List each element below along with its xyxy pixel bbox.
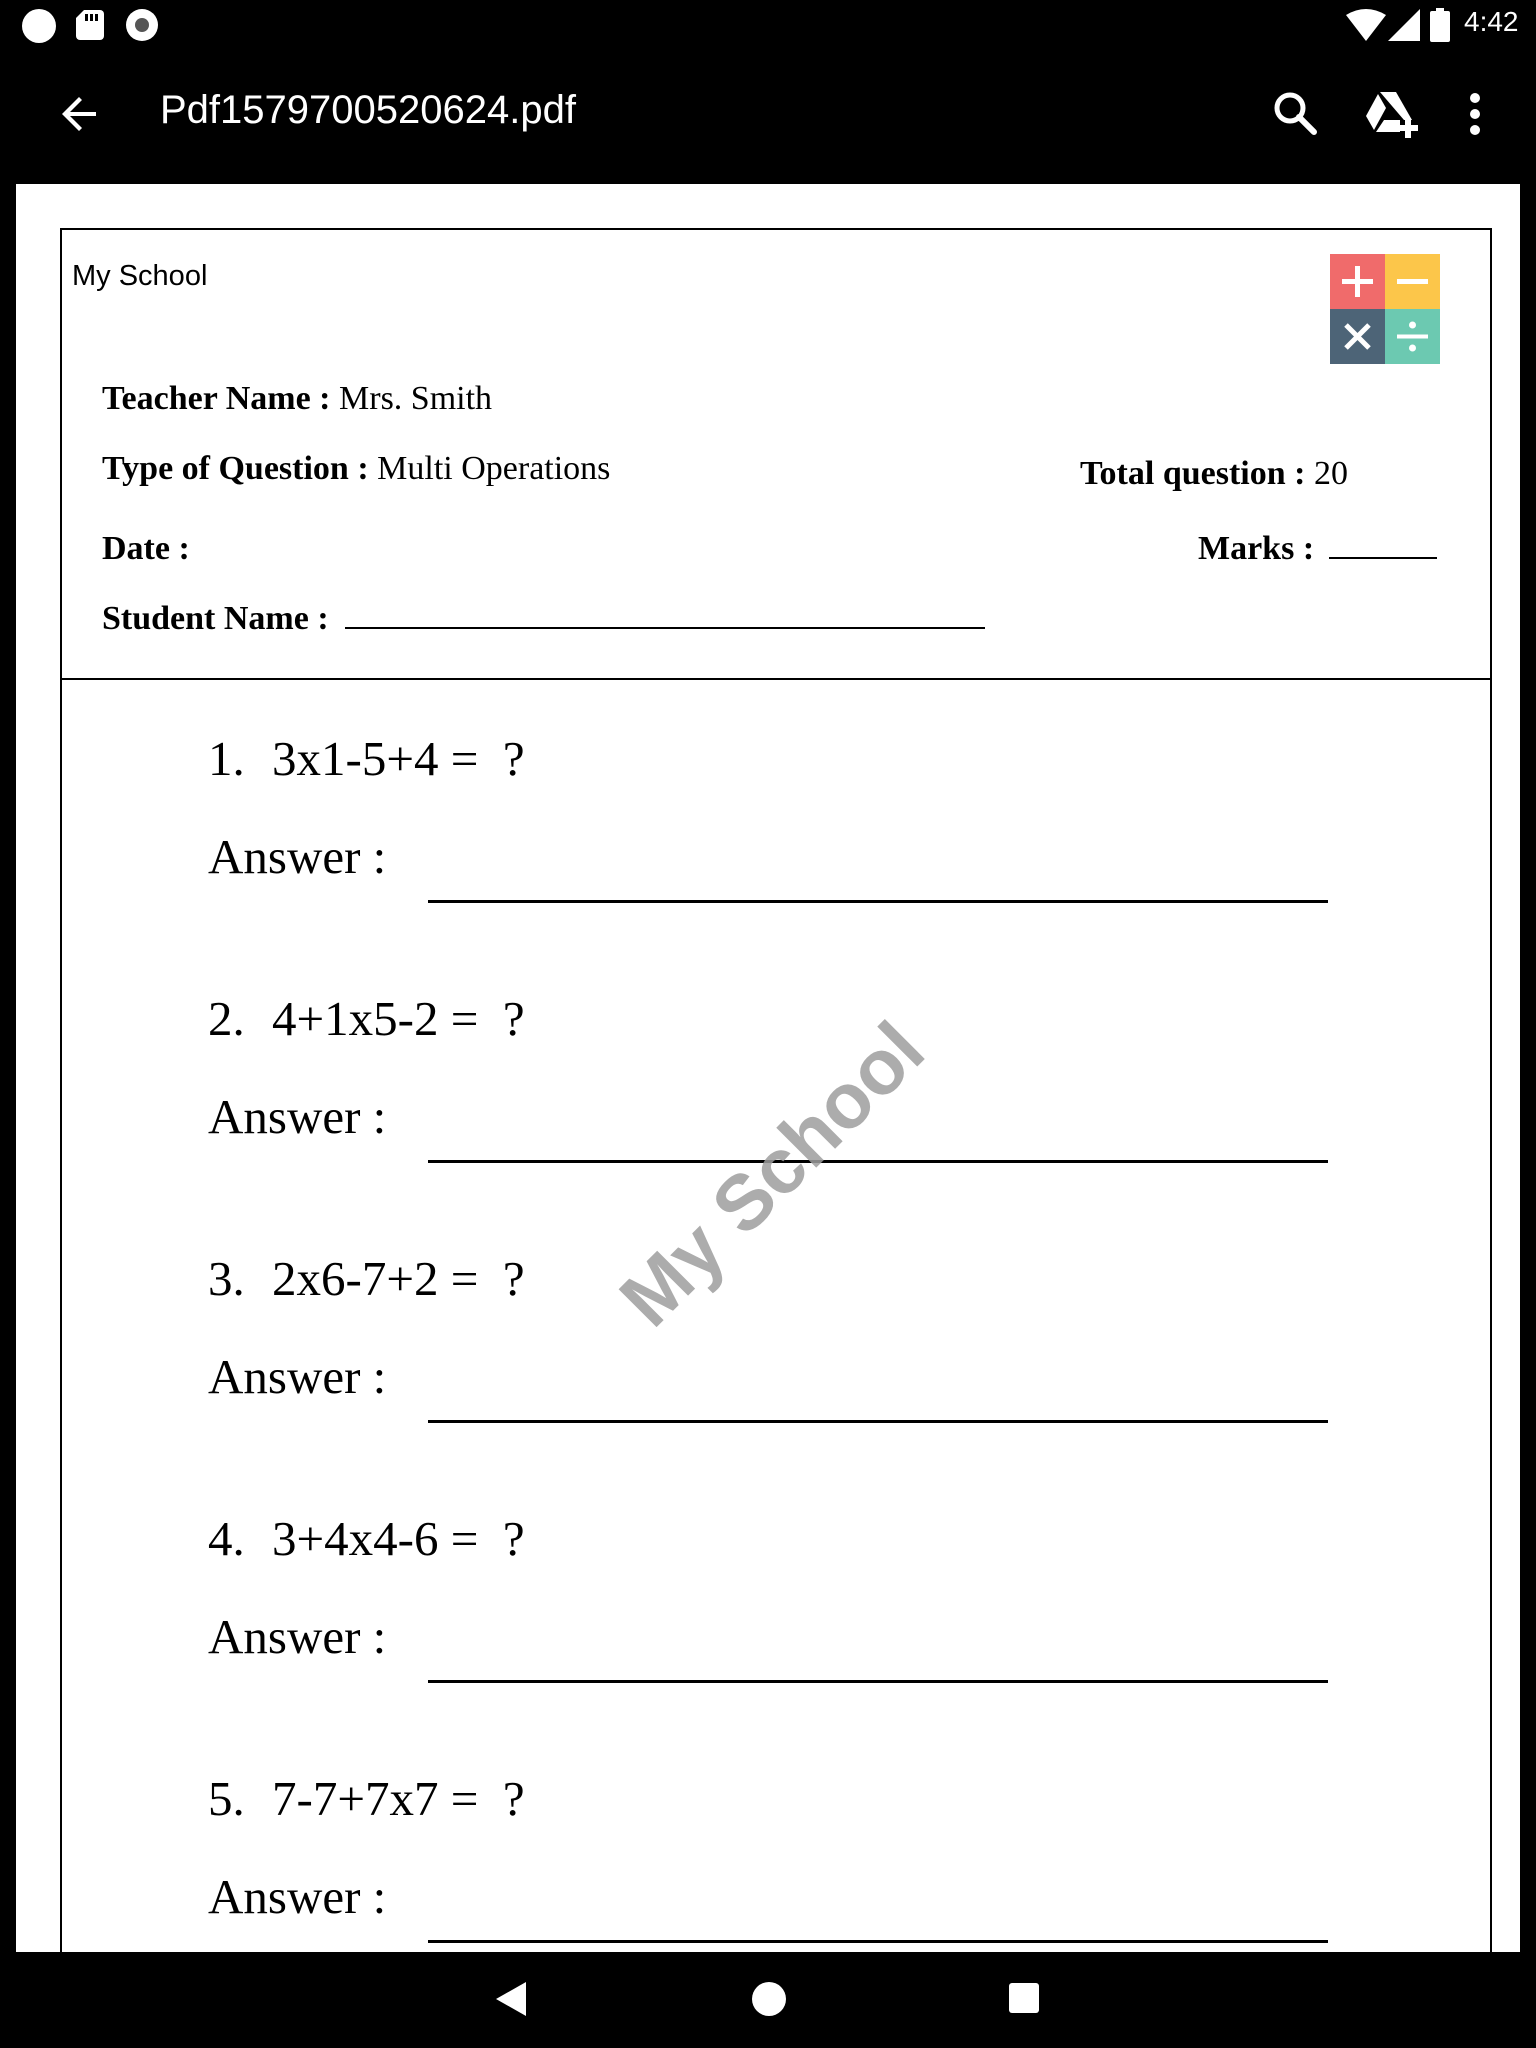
drive-add-icon[interactable]: [1364, 88, 1420, 140]
question-expression: 3x1-5+4 = ?: [272, 731, 525, 786]
signal-icon: [1388, 9, 1420, 41]
app-toolbar: [0, 50, 1536, 184]
wifi-icon: [1346, 9, 1386, 41]
question-expression: 2x6-7+2 = ?: [272, 1251, 525, 1306]
status-bar: [0, 0, 1536, 50]
sd-card-icon: [76, 10, 104, 40]
question-number: 3.: [208, 1251, 245, 1306]
pdf-viewer[interactable]: [0, 184, 1536, 1952]
question-item: [208, 1250, 525, 1307]
nav-back-icon[interactable]: [494, 1980, 528, 2018]
question-item: [208, 1770, 525, 1827]
notification-dot-icon: [22, 9, 56, 43]
answer-blank-line: [428, 1680, 1328, 1683]
answer-blank-line: [428, 900, 1328, 903]
marks-blank-line: [1329, 533, 1437, 559]
battery-icon: [1430, 8, 1450, 42]
clock: 4:42: [1464, 6, 1519, 37]
question-expression: 7-7+7x7 = ?: [272, 1771, 525, 1826]
record-icon: [126, 9, 158, 41]
question-number: 1.: [208, 731, 245, 786]
back-arrow-icon[interactable]: [56, 90, 104, 138]
answer-blank-line: [428, 1940, 1328, 1943]
answer-label: Answer :: [208, 1869, 387, 1924]
document-title: Pdf1579700520624.pdf: [160, 88, 576, 132]
navigation-bar: [0, 1952, 1536, 2048]
answer-label: Answer :: [208, 1089, 387, 1144]
answer-label: Answer :: [208, 1609, 387, 1664]
worksheet-header: [62, 230, 1490, 680]
marks-row: [1198, 530, 1437, 568]
answer-label: Answer :: [208, 829, 387, 884]
plus-icon: [1330, 254, 1385, 309]
times-icon: [1330, 309, 1385, 364]
question-type-value: Multi Operations: [377, 450, 611, 487]
student-name-label: Student Name :: [102, 600, 329, 637]
question-expression: 3+4x4-6 = ?: [272, 1511, 525, 1566]
date-label: Date :: [102, 530, 190, 567]
minus-icon: [1385, 254, 1440, 309]
question-number: 2.: [208, 991, 245, 1046]
question-expression: 4+1x5-2 = ?: [272, 991, 525, 1046]
question-number: 5.: [208, 1771, 245, 1826]
question-type-label: Type of Question :: [102, 450, 369, 487]
question-type-row: [102, 450, 610, 488]
nav-recents-icon[interactable]: [1009, 1983, 1039, 2013]
total-question-label: Total question :: [1080, 455, 1306, 492]
total-question-value: 20: [1313, 455, 1348, 492]
school-name: My School: [72, 260, 208, 292]
student-name-blank-line: [345, 603, 985, 629]
search-icon[interactable]: [1270, 88, 1322, 140]
answer-blank-line: [428, 1420, 1328, 1423]
question-item: [208, 990, 525, 1047]
answer-blank-line: [428, 1160, 1328, 1163]
teacher-name-label: Teacher Name :: [102, 380, 331, 417]
teacher-name-row: [102, 380, 492, 418]
student-name-row: [102, 600, 985, 638]
teacher-name-value: Mrs. Smith: [339, 380, 493, 417]
divide-icon: [1385, 309, 1440, 364]
total-question-row: [1080, 455, 1348, 493]
answer-label: Answer :: [208, 1349, 387, 1404]
math-operations-logo: [1330, 254, 1440, 364]
marks-label: Marks :: [1198, 530, 1315, 567]
worksheet-frame: [60, 228, 1492, 1952]
pdf-page: [16, 184, 1520, 1952]
question-number: 4.: [208, 1511, 245, 1566]
question-item: [208, 1510, 525, 1567]
question-item: [208, 730, 525, 787]
more-vert-icon[interactable]: [1460, 88, 1490, 140]
date-row: [102, 530, 190, 568]
watermark: My School: [602, 1004, 941, 1343]
nav-home-icon[interactable]: [752, 1982, 786, 2016]
